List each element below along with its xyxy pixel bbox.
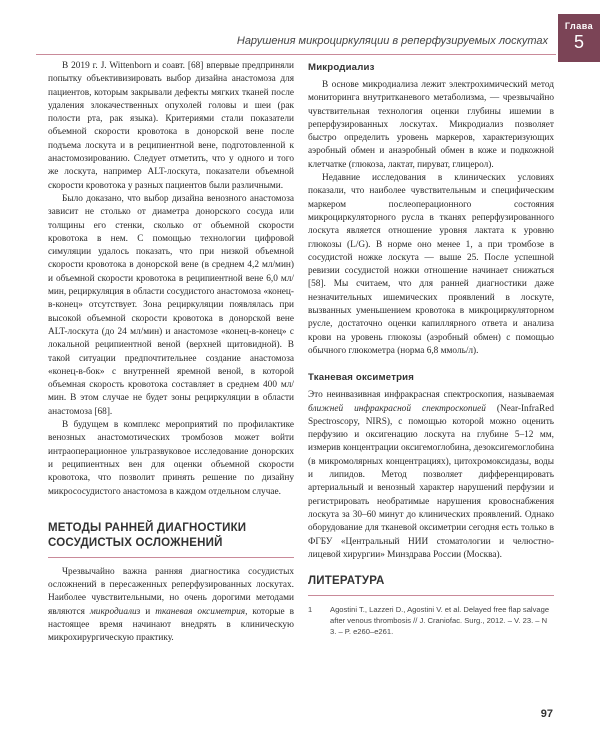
right-paragraph-3 (308, 389, 554, 562)
page-number: 97 (540, 708, 553, 720)
left-paragraph-2: Было доказано, что выбор дизайна венозного анастомоза зависит не столько от диаметра донорского сосуда или толщины его стенки, сколько от объемной скорости кровотока в нем. С помощью технологии цифровой симуляции удалось показать, что при низкой объемной скорости кровотока в донорской вене (в среднем 4,2 мл/мин) и объемной скорости кровотока в реципиентной вене 6,0 мл/мин, рециркуляция в области сосудистого анастомоза «конец-в-конец» отсутствует. Зона рециркуляции появлялась при высокой объемной скорости кровотока в донорской вене ALT-лоскута (до 24 мл/мин) и анастомозе «конец-в-конец» с локальной реципиентной веной (верхней щитовидной). В такой ситуации предпочтительнее создание анастомоза «конец-в-бок» с внутренней яремной веной, в которой объемная скорость кровотока составляет в среднем 400 мл/мин. В этом случае не будет зоны рециркуляции в области анастомоза [68]. (48, 193, 294, 417)
heading-rule (308, 595, 554, 596)
reference-number: 1 (308, 605, 313, 615)
reference-item (308, 604, 554, 637)
left-column (48, 60, 294, 646)
spacer (308, 358, 554, 370)
right-paragraph-1: В основе микродиализа лежит электрохимический метод мониторинга внутритканевого метаболизма, — чрезвычайно чувствительная технология оценки глубины ишемии в реперфузированных лоскутах. Микродиализ позволяет быстро определить уровень маркеров, характеризующих аэробный обмен и анаэробный обмен в коже и подкожной клетчатке (глюкоза, лактат, пируват, глицерол). (308, 80, 554, 170)
running-header (36, 30, 556, 55)
reference-text: Agostini T., Lazzeri D., Agostini V. et al. Delayed free flap salvage after venous thrombosis // J. Craniofac. Surg., 2012. – V. 23. – N 3. – P. e260–e261. (330, 605, 550, 637)
right-paragraph-2: Недавние исследования в клинических условиях показали, что наиболее чувствительным и специфическим маркером послеоперационного состояния микроциркуляторного русла в тканях реперфузированного лоскута является отношение уровня лактата к уровню глюкозы (L/G). В норме оно менее 1, а при тромбозе в сосудистой ножке лоскута — выше 25. После успешной ревизии сосудистой ножки отношение начинает снижаться [58]. Мы считаем, что для ранней диагностики даже незначительных ишемических проявлений в лоскуте, вызванных уменьшением кровотока в микроциркуляторном русле, достаточно оценки капиллярного ответа и анализа крови на уровень глюкозы (аэробный обмен) с помощью обычного глюкометра (норма 6,8 ммоль/л). (308, 173, 554, 356)
left-paragraph-4 (48, 566, 294, 646)
chapter-label: Глава (564, 21, 594, 31)
subheading-tissue-oximetry: Тканевая оксиметрия (308, 372, 415, 384)
spacer (308, 562, 554, 574)
subheading-microdialysis: Микродиализ (308, 62, 375, 73)
right-column (308, 60, 554, 637)
running-title: Нарушения микроциркуляции в реперфузируемых лоскутах (236, 35, 548, 47)
p3-text-b: (Near-InfraRed Spectroscopy, NIRS), с помощью которой можно оценить перфузию и оксигенацию лоскута на глубине 5–12 мм, измерив концентрации оксигемоглобина, дезоксигемоглобина (в микромолярных концентрациях), цитохромоксидазы, воды и липидов. Метод позволяет дифференцировать артериальный и венозный характер нарушений перфузии и регистрировать необратимые нарушения кровоснабжения лоскута за 30–60 минут до клинических проявлений. Однако оборудование для тканевой оксиметрии сегодня есть только в ФГБУ «Центральный НИИ стоматологии и челюстно-лицевой хирургии» Минздрава России (Москва). (308, 403, 554, 560)
p4-term-oximetry: тканевая оксиметрия (155, 606, 246, 617)
spacer (48, 499, 294, 521)
p3-term-nirs: ближней инфракрасной спектроскопией (308, 403, 486, 414)
chapter-tab (558, 14, 600, 62)
left-paragraph-3: В будущем в комплекс мероприятий по профилактике венозных анастомотических тромбозов может войти интраоперационное ультразвуковое исследование донорских и реципиентных вен для оценки объемной скорости кровотока, что позволит принять решение по дизайну микрососудистого анастомоза в каждом отдельном случае. (48, 420, 294, 497)
p3-text-a: Это неинвазивная инфракрасная спектроскопия, называемая (308, 390, 554, 401)
heading-rule (48, 557, 294, 558)
left-paragraph-1: В 2019 г. J. Wittenborn и соавт. [68] впервые предприняли попытку объективизировать выбор дизайна анастомоза для пациентов, которым закрывали дефекты мягких тканей после удаления злокачественных опухолей головы и шеи (рак полости рта, рак языка). Критериями стали показатели объемной скорости кровотока в донорской вене после подъема лоскута и в реципиентной вене, подготовленной к анастомозированию. Следует отметить, что у одного и того же лоскута, например ALT-лоскута, показатели объемной скорости кровотока у разных пациентов были различными. (48, 61, 294, 191)
p4-text-b: и (140, 606, 156, 617)
section-heading-literature: ЛИТЕРАТУРА (308, 575, 385, 588)
chapter-number: 5 (573, 32, 584, 52)
p4-text-c: , которые в настоящее время начинают внедрять в клиническую микрохирургическую практику. (48, 606, 294, 644)
p4-term-microdialysis: микродиализ (89, 606, 141, 617)
section-heading-diagnostics: МЕТОДЫ РАННЕЙ ДИАГНОСТИКИ СОСУДИСТЫХ ОСЛОЖНЕНИЙ (48, 521, 247, 549)
p4-text-a: Чрезвычайно важна ранняя диагностика сосудистых осложнений в пересаженных реперфузированных лоскутах. Наиболее чувствительными, но очень дорогими методами являются (48, 566, 294, 617)
